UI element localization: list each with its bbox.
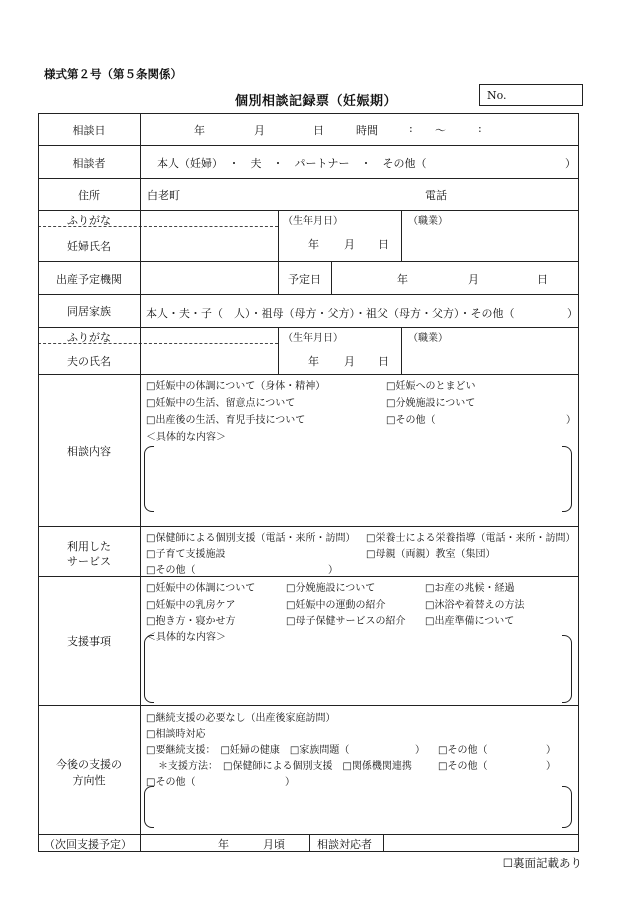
pregnant-birth-day: 日 <box>378 238 389 251</box>
number-box[interactable] <box>479 84 583 106</box>
future-line-3-other[interactable]: □その他（ <box>438 745 488 756</box>
services-other-close: ） <box>328 565 338 576</box>
services-label-2: サービス <box>67 555 111 568</box>
future-line-3-other-close: ） <box>546 745 556 756</box>
support-item-3[interactable]: □お産の兆候・経過 <box>425 583 515 594</box>
support-item-5[interactable]: □妊娠中の運動の紹介 <box>286 600 386 611</box>
back-side-checkbox[interactable]: ☐裏面記載あり <box>502 856 582 870</box>
services-item-2[interactable]: □栄養士による栄養指導（電話・来所・訪問） <box>366 533 576 544</box>
future-line-4-other-close: ） <box>546 761 556 772</box>
future-line-1[interactable]: □継続支援の必要なし（出産後家庭訪問） <box>146 713 336 724</box>
services-item-4[interactable]: □母親（両親）教室（集団） <box>366 549 496 560</box>
pregnant-birth-year: 年 <box>308 238 319 251</box>
support-item-2[interactable]: □分娩施設について <box>286 583 376 594</box>
support-item-9[interactable]: □出産準備について <box>425 616 515 627</box>
support-item-6[interactable]: □沐浴や着替えの方法 <box>425 600 525 611</box>
consulter-close: ） <box>565 157 576 170</box>
future-detail-bracket-left <box>144 786 154 828</box>
consult-item-1[interactable]: □妊娠中の体調について（身体・精神） <box>146 381 326 392</box>
future-line-3-close: ） <box>415 745 425 756</box>
pregnant-name-label: 妊婦氏名 <box>67 240 111 253</box>
support-detail-area[interactable] <box>154 640 562 702</box>
next-month: 月頃 <box>263 838 285 851</box>
husband-birth-label: （生年月日） <box>283 333 343 344</box>
services-item-1[interactable]: □保健師による個別支援（電話・来所・訪問） <box>146 533 356 544</box>
consult-label: 相談内容 <box>67 445 111 458</box>
services-label-1: 利用した <box>67 540 111 553</box>
consult-other-close: ） <box>566 415 576 426</box>
support-item-8[interactable]: □母子保健サービスの紹介 <box>286 616 406 627</box>
date-colon2: : <box>478 122 482 135</box>
consult-detail-area[interactable] <box>154 446 562 512</box>
due-month: 月 <box>468 273 479 286</box>
due-year: 年 <box>397 273 408 286</box>
address-town[interactable]: 白老町 <box>147 189 180 202</box>
pregnant-job-label: （職業） <box>408 216 448 227</box>
future-label-1: 今後の支援の <box>56 758 122 771</box>
date-day: 日 <box>313 124 324 137</box>
consult-item-4[interactable]: □妊娠へのとまどい <box>386 381 476 392</box>
consult-item-2[interactable]: □妊娠中の生活、留意点について <box>146 398 296 409</box>
services-item-3[interactable]: □子育て支援施設 <box>146 549 226 560</box>
future-line-2[interactable]: □相談時対応 <box>146 729 206 740</box>
future-line-4[interactable]: ＊支援方法： □保健師による個別支援 □関係機関連携 <box>158 761 412 772</box>
address-label: 住所 <box>78 189 100 202</box>
future-detail-bracket-right <box>562 786 572 828</box>
support-item-4[interactable]: □妊娠中の乳房ケア <box>146 600 236 611</box>
consult-item-5[interactable]: □分娩施設について <box>386 398 476 409</box>
husband-name-label: 夫の氏名 <box>67 355 111 368</box>
pregnant-birth-label: （生年月日） <box>283 216 343 227</box>
date-colon1: : <box>409 122 413 135</box>
support-detail-bracket-left <box>144 635 154 703</box>
phone-label: 電話 <box>425 189 447 202</box>
staff-input-area[interactable] <box>384 835 578 851</box>
future-line-5[interactable]: □その他（ <box>146 777 196 788</box>
support-label: 支援事項 <box>67 635 111 648</box>
consult-item-6[interactable]: □その他（ <box>386 415 436 426</box>
form-code: 様式第２号（第５条関係） <box>44 67 182 81</box>
next-label: （次回支援予定） <box>44 838 132 851</box>
husband-job-label: （職業） <box>408 333 448 344</box>
due-day: 日 <box>537 273 548 286</box>
pregnant-birth-month: 月 <box>344 238 355 251</box>
number-label: No. <box>487 89 507 102</box>
services-item-5[interactable]: □その他（ <box>146 565 196 576</box>
husband-birth-month: 月 <box>344 355 355 368</box>
consult-detail-bracket-left <box>144 446 154 512</box>
husband-furigana-label: ふりがな <box>67 331 111 344</box>
date-label: 相談日 <box>72 124 106 137</box>
consulter-label: 相談者 <box>72 157 106 170</box>
date-tilde: 〜 <box>435 124 446 137</box>
support-detail-bracket-right <box>562 635 572 703</box>
page-title: 個別相談記録票（妊娠期） <box>235 94 398 109</box>
date-month: 月 <box>254 124 265 137</box>
support-detail-label: ＜具体的な内容＞ <box>146 632 226 643</box>
date-year: 年 <box>194 124 205 137</box>
future-detail-area[interactable] <box>154 788 562 826</box>
future-line-4-other[interactable]: □その他（ <box>438 761 488 772</box>
family-close: ） <box>567 307 578 320</box>
date-time: 時間 <box>356 124 378 137</box>
husband-birth-year: 年 <box>308 355 319 368</box>
due-label: 出産予定機関 <box>56 273 122 286</box>
consult-detail-label: ＜具体的な内容＞ <box>146 432 226 443</box>
consult-detail-bracket-right <box>562 446 572 512</box>
family-options[interactable]: 本人・夫・子（ 人）・祖母（母方・父方）・祖父（母方・父方）・その他（ <box>146 307 515 320</box>
due-date-label: 予定日 <box>288 273 321 286</box>
consulter-options[interactable]: 本人（妊婦） ・ 夫 ・ パートナー ・ その他（ <box>157 157 427 170</box>
family-label: 同居家族 <box>67 305 111 318</box>
pregnant-furigana-label: ふりがな <box>67 214 111 227</box>
future-label-2: 方向性 <box>72 774 106 787</box>
future-line-3[interactable]: □要継続支援： □妊婦の健康 □家族問題（ <box>146 745 350 756</box>
support-item-7[interactable]: □抱き方・寝かせ方 <box>146 616 236 627</box>
future-line-5-close: ） <box>285 777 295 788</box>
consult-item-3[interactable]: □出産後の生活、育児手技について <box>146 415 306 426</box>
support-item-1[interactable]: □妊娠中の体調について <box>146 583 256 594</box>
staff-label: 相談対応者 <box>317 838 372 851</box>
next-year: 年 <box>218 838 229 851</box>
husband-birth-day: 日 <box>378 355 389 368</box>
